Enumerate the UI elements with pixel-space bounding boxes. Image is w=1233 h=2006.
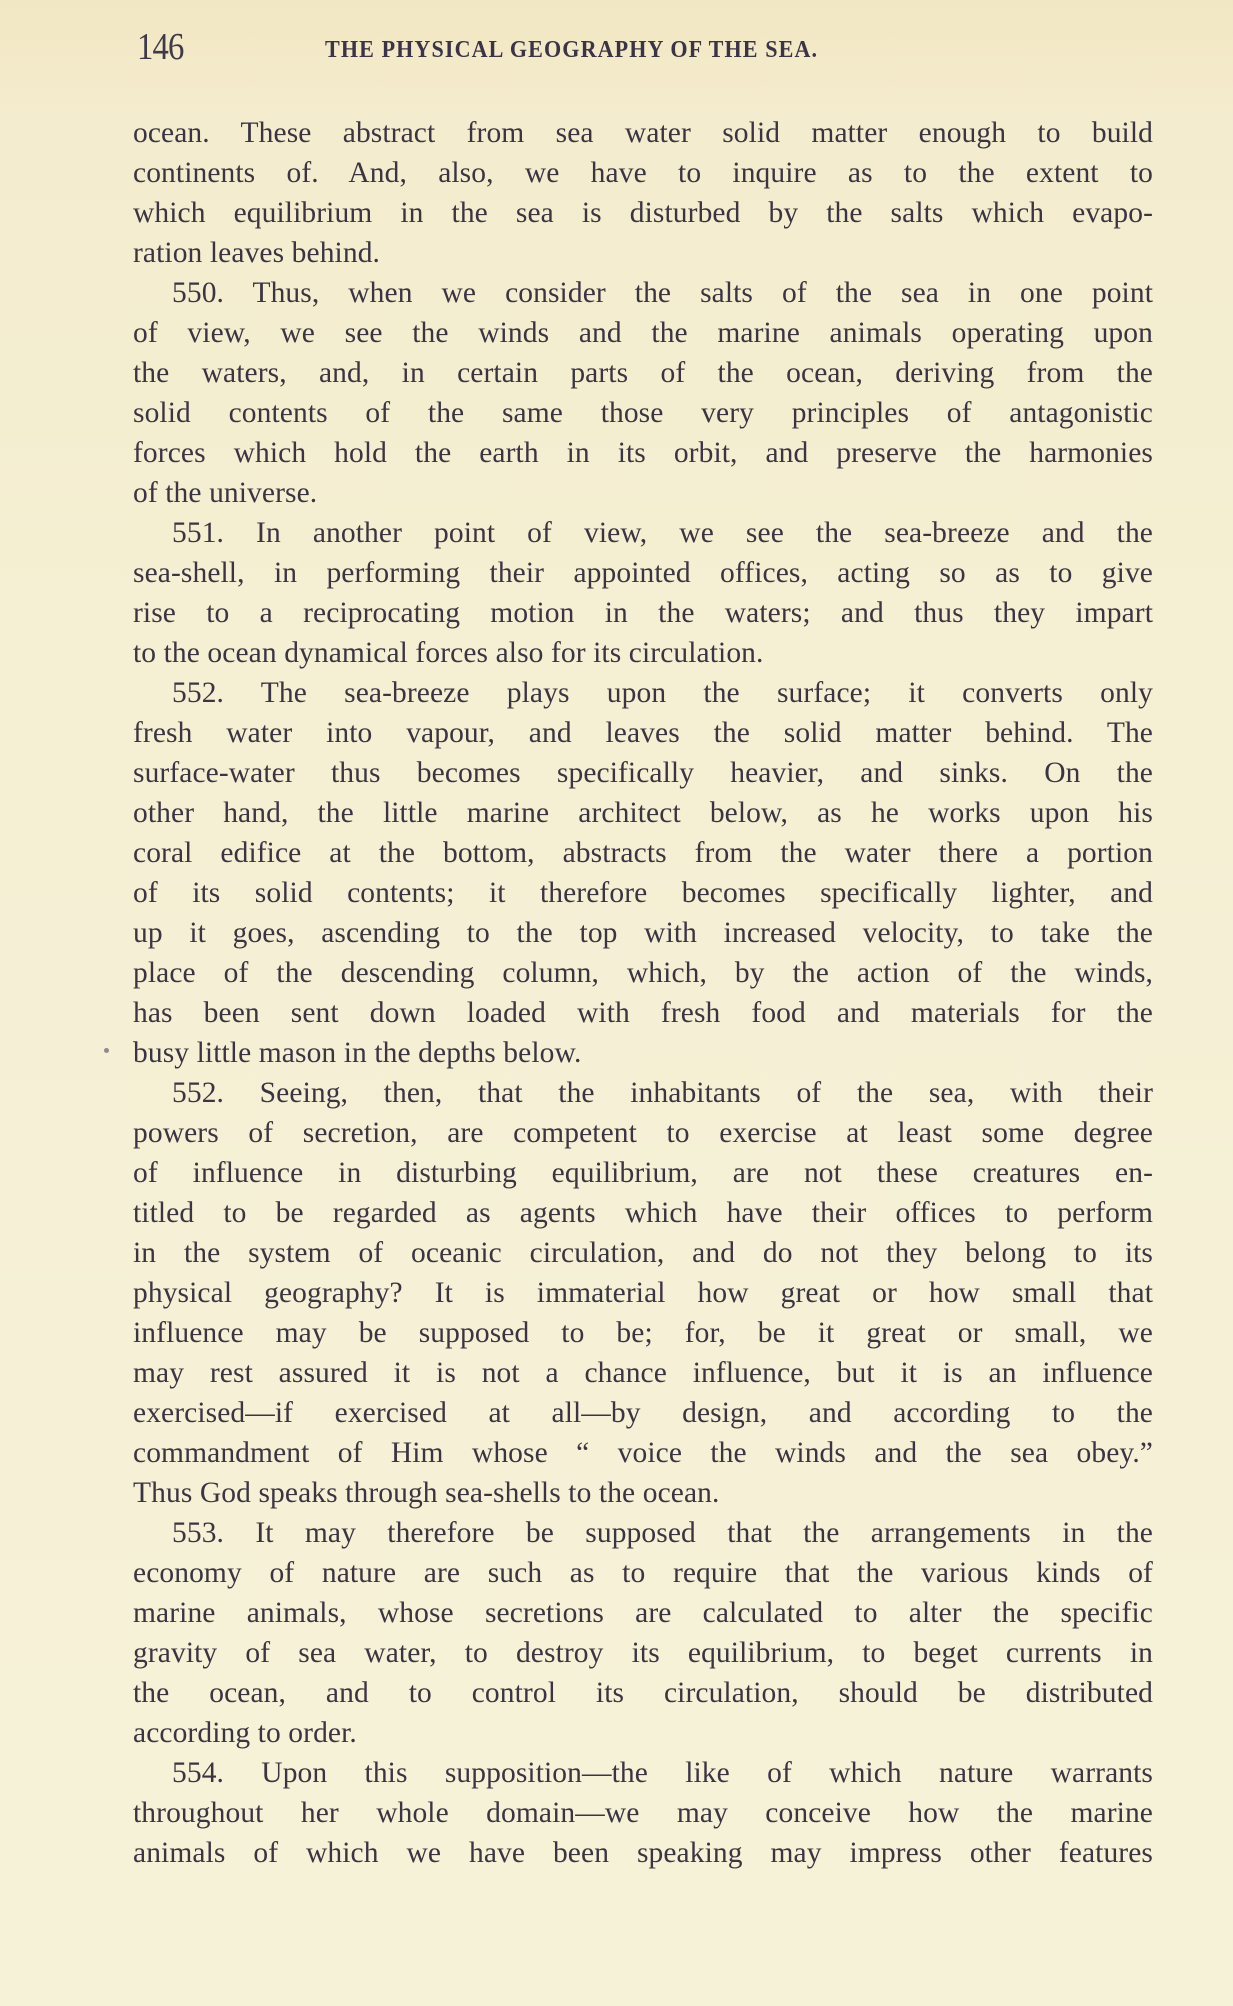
text-line: of influence in disturbing equilibrium, are not these creatures en- xyxy=(133,1157,1153,1189)
text-line: Thus God speaks through sea-shells to the ocean. xyxy=(133,1477,720,1509)
page-header xyxy=(137,22,1157,72)
text-line: forces which hold the earth in its orbit, and preserve the harmonies xyxy=(133,437,1153,469)
text-line: ocean. These abstract from sea water solid matter enough to build xyxy=(133,117,1153,149)
text-line: solid contents of the same those very principles of antagonistic xyxy=(133,397,1153,429)
text-line: throughout her whole domain—we may conceive how the marine xyxy=(133,1797,1153,1829)
text-line: marine animals, whose secretions are calculated to alter the specific xyxy=(133,1597,1153,1629)
text-line: exercised—if exercised at all—by design, and according to the xyxy=(133,1397,1153,1429)
text-line: animals of which we have been speaking may impress other features xyxy=(133,1837,1153,1869)
text-line: powers of secretion, are competent to exercise at least some degree xyxy=(133,1117,1153,1149)
text-line: continents of. And, also, we have to inquire as to the extent to xyxy=(133,157,1153,189)
margin-mark xyxy=(104,1048,109,1053)
text-line: rise to a reciprocating motion in the waters; and thus they impart xyxy=(133,597,1153,629)
text-line: surface-water thus becomes specifically heavier, and sinks. On the xyxy=(133,757,1153,789)
text-line: may rest assured it is not a chance influence, but it is an influence xyxy=(133,1357,1153,1389)
text-line: which equilibrium in the sea is disturbed by the salts which evapo- xyxy=(133,197,1153,229)
body-text xyxy=(133,113,1153,1873)
paragraph-start-552a: 552. The sea-breeze plays upon the surface; it converts only xyxy=(172,677,1153,709)
text-line: fresh water into vapour, and leaves the solid matter behind. The xyxy=(133,717,1153,749)
text-line: the ocean, and to control its circulation, should be distributed xyxy=(133,1677,1153,1709)
text-line: has been sent down loaded with fresh food and materials for the xyxy=(133,997,1153,1029)
paragraph-start-552b: 552. Seeing, then, that the inhabitants of the sea, with their xyxy=(172,1077,1153,1109)
text-line: sea-shell, in performing their appointed offices, acting so as to give xyxy=(133,557,1153,589)
text-line: of view, we see the winds and the marine animals operating upon xyxy=(133,317,1153,349)
text-line: coral edifice at the bottom, abstracts from the water there a portion xyxy=(133,837,1153,869)
text-line: the waters, and, in certain parts of the ocean, deriving from the xyxy=(133,357,1153,389)
text-line: physical geography? It is immaterial how great or how small that xyxy=(133,1277,1153,1309)
text-line: gravity of sea water, to destroy its equilibrium, to beget currents in xyxy=(133,1637,1153,1669)
text-line: place of the descending column, which, by the action of the winds, xyxy=(133,957,1153,989)
text-line: up it goes, ascending to the top with increased velocity, to take the xyxy=(133,917,1153,949)
text-line: commandment of Him whose “ voice the winds and the sea obey.” xyxy=(133,1437,1153,1469)
running-title: THE PHYSICAL GEOGRAPHY OF THE SEA. xyxy=(325,37,819,63)
text-line: busy little mason in the depths below. xyxy=(133,1037,582,1069)
paragraph-start-554: 554. Upon this supposition—the like of which nature warrants xyxy=(172,1757,1153,1789)
text-line: to the ocean dynamical forces also for its circulation. xyxy=(133,637,764,669)
paragraph-start-550: 550. Thus, when we consider the salts of the sea in one point xyxy=(172,277,1153,309)
text-line: titled to be regarded as agents which have their offices to perform xyxy=(133,1197,1153,1229)
text-line: of its solid contents; it therefore becomes specifically lighter, and xyxy=(133,877,1153,909)
text-line: according to order. xyxy=(133,1717,357,1749)
text-line: ration leaves behind. xyxy=(133,237,381,269)
text-line: other hand, the little marine architect below, as he works upon his xyxy=(133,797,1153,829)
text-line: influence may be supposed to be; for, be it great or small, we xyxy=(133,1317,1153,1349)
page-number: 146 xyxy=(137,26,184,68)
paragraph-start-551: 551. In another point of view, we see the sea-breeze and the xyxy=(172,517,1153,549)
paragraph-start-553: 553. It may therefore be supposed that the arrangements in the xyxy=(172,1517,1153,1549)
text-line: economy of nature are such as to require that the various kinds of xyxy=(133,1557,1153,1589)
text-line: in the system of oceanic circulation, and do not they belong to its xyxy=(133,1237,1153,1269)
text-line: of the universe. xyxy=(133,477,318,509)
